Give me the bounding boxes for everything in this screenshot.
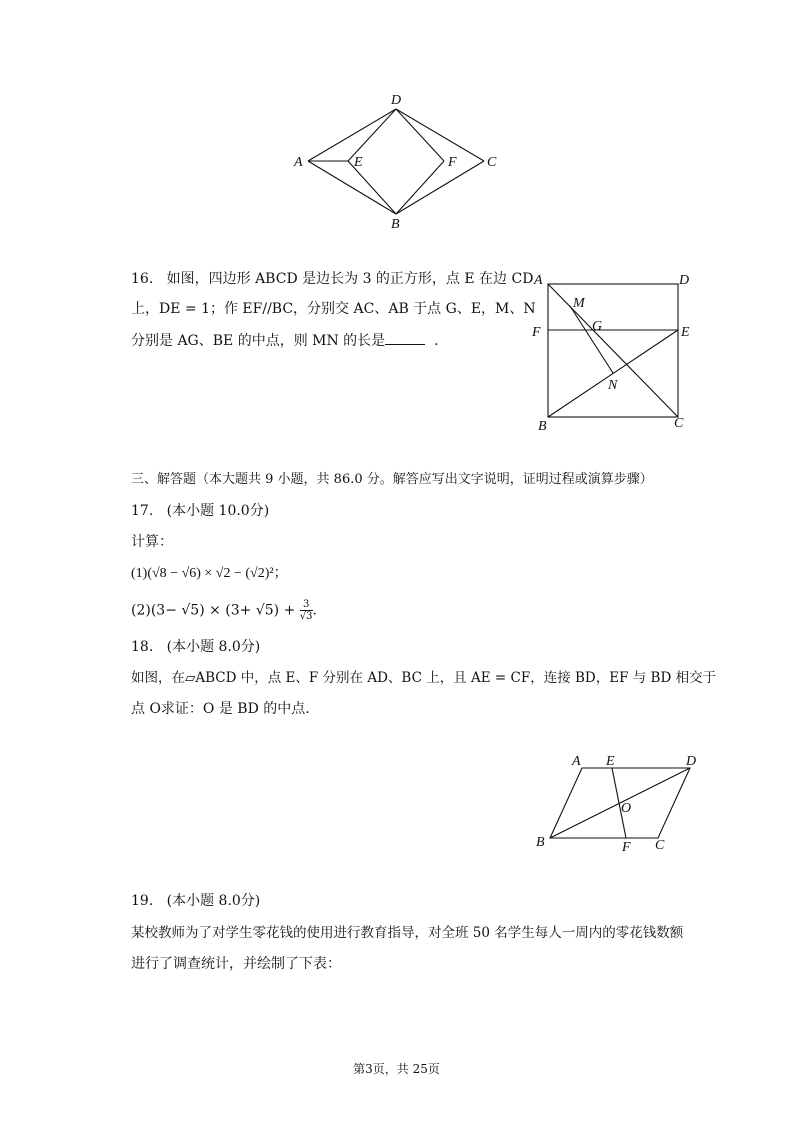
label-E: E [681, 325, 690, 340]
page-footer [0, 1060, 793, 1077]
edge-AD [308, 109, 396, 161]
edge-DF [396, 109, 444, 161]
page-number: 第3页，共 25页 [353, 1062, 440, 1076]
q17-item-2-text: (2)(3− √5) × (3+ √5) + [131, 602, 296, 619]
q18-line2 [131, 699, 310, 719]
section-3-heading: 三、解答题（本大题共 9 小题，共 86.0 分。解答应写出文字说明，证明过程或演算步骤） [131, 472, 653, 487]
label-C: C [655, 838, 665, 853]
q17-header [131, 501, 269, 521]
q16-number: 16. [131, 271, 154, 287]
q19-number: 19. [131, 893, 154, 909]
q18-header [131, 637, 260, 657]
q18-line1 [131, 668, 716, 688]
label-A: A [572, 754, 581, 769]
q19-text-1: 某校教师为了对学生零花钱的使用进行教育指导，对全班 50 名学生每人一周内的零花钱数额 [131, 925, 684, 941]
diagonal-BD [550, 768, 690, 838]
edge-ED [348, 109, 396, 161]
label-D: D [679, 273, 690, 288]
label-A: A [294, 155, 303, 170]
q16-line1 [131, 269, 533, 289]
segment-BE [548, 330, 678, 417]
label-F: F [532, 325, 541, 340]
q17-prompt [131, 532, 173, 552]
q19-line1 [131, 923, 683, 943]
label-F: F [448, 155, 457, 170]
label-A: A [534, 273, 543, 288]
label-M: M [573, 296, 585, 311]
label-E: E [354, 155, 363, 170]
fraction-numerator: 3 [300, 599, 313, 611]
q18-text-1: 如图，在▱ABCD 中，点 E、F 分别在 AD、BC 上，且 AE = CF，连接 BD，EF 与 BD 相交于 [131, 670, 717, 686]
q19-line2 [131, 954, 341, 974]
edge-BA [308, 161, 396, 214]
q17-number: 17. [131, 503, 154, 519]
q18-score: (本小题 8.0分) [166, 639, 261, 655]
figure-parallelogram [530, 750, 710, 856]
fraction [300, 599, 313, 622]
edge-DC [396, 109, 484, 161]
q16-text-3: 分别是 AG、BE 的中点，则 MN 的长是 [131, 333, 386, 349]
fraction-denominator: √3 [299, 611, 313, 622]
label-D: D [686, 754, 697, 769]
label-C: C [487, 155, 497, 170]
q16-line2 [131, 299, 536, 319]
q17-item-2 [131, 599, 317, 622]
edge-FB [396, 161, 444, 214]
q17-score: (本小题 10.0分) [166, 503, 270, 519]
label-D: D [391, 93, 402, 108]
answer-blank [385, 330, 425, 345]
label-N: N [608, 378, 618, 393]
q19-text-2: 进行了调查统计，并绘制了下表： [131, 956, 341, 972]
label-B: B [538, 419, 547, 434]
label-F: F [622, 840, 631, 855]
diagonal-AC [548, 284, 678, 417]
q18-text-2: 点 O求证：O 是 BD 的中点. [131, 701, 310, 717]
q16-text-1: 如图，四边形 ABCD 是边长为 3 的正方形，点 E 在边 CD [166, 271, 534, 287]
edge-CB [396, 161, 484, 214]
q19-score: (本小题 8.0分) [166, 893, 261, 909]
segment-MN [570, 306, 613, 373]
q17-prompt-text: 计算： [131, 534, 173, 550]
label-E: E [606, 754, 615, 769]
label-C: C [674, 416, 684, 431]
q17-item-2-tail: . [312, 602, 317, 619]
q17-item-1 [131, 564, 288, 584]
figure-square [528, 268, 708, 434]
q16-text-3-tail: . [434, 333, 439, 349]
label-O: O [621, 801, 632, 816]
q17-item-1-text: (1)(√8 − √6) × √2 − (√2)²； [131, 566, 288, 581]
label-G: G [592, 319, 603, 334]
q19-header [131, 891, 260, 911]
q18-number: 18. [131, 639, 154, 655]
figure-rhombus [280, 88, 510, 238]
q16-text-2: 上，DE = 1；作 EF//BC，分别交 AC、AB 于点 G、E，M、N [131, 301, 536, 317]
label-B: B [391, 217, 400, 232]
label-B: B [536, 835, 545, 850]
section-heading [131, 470, 653, 490]
q16-line3 [131, 330, 439, 351]
